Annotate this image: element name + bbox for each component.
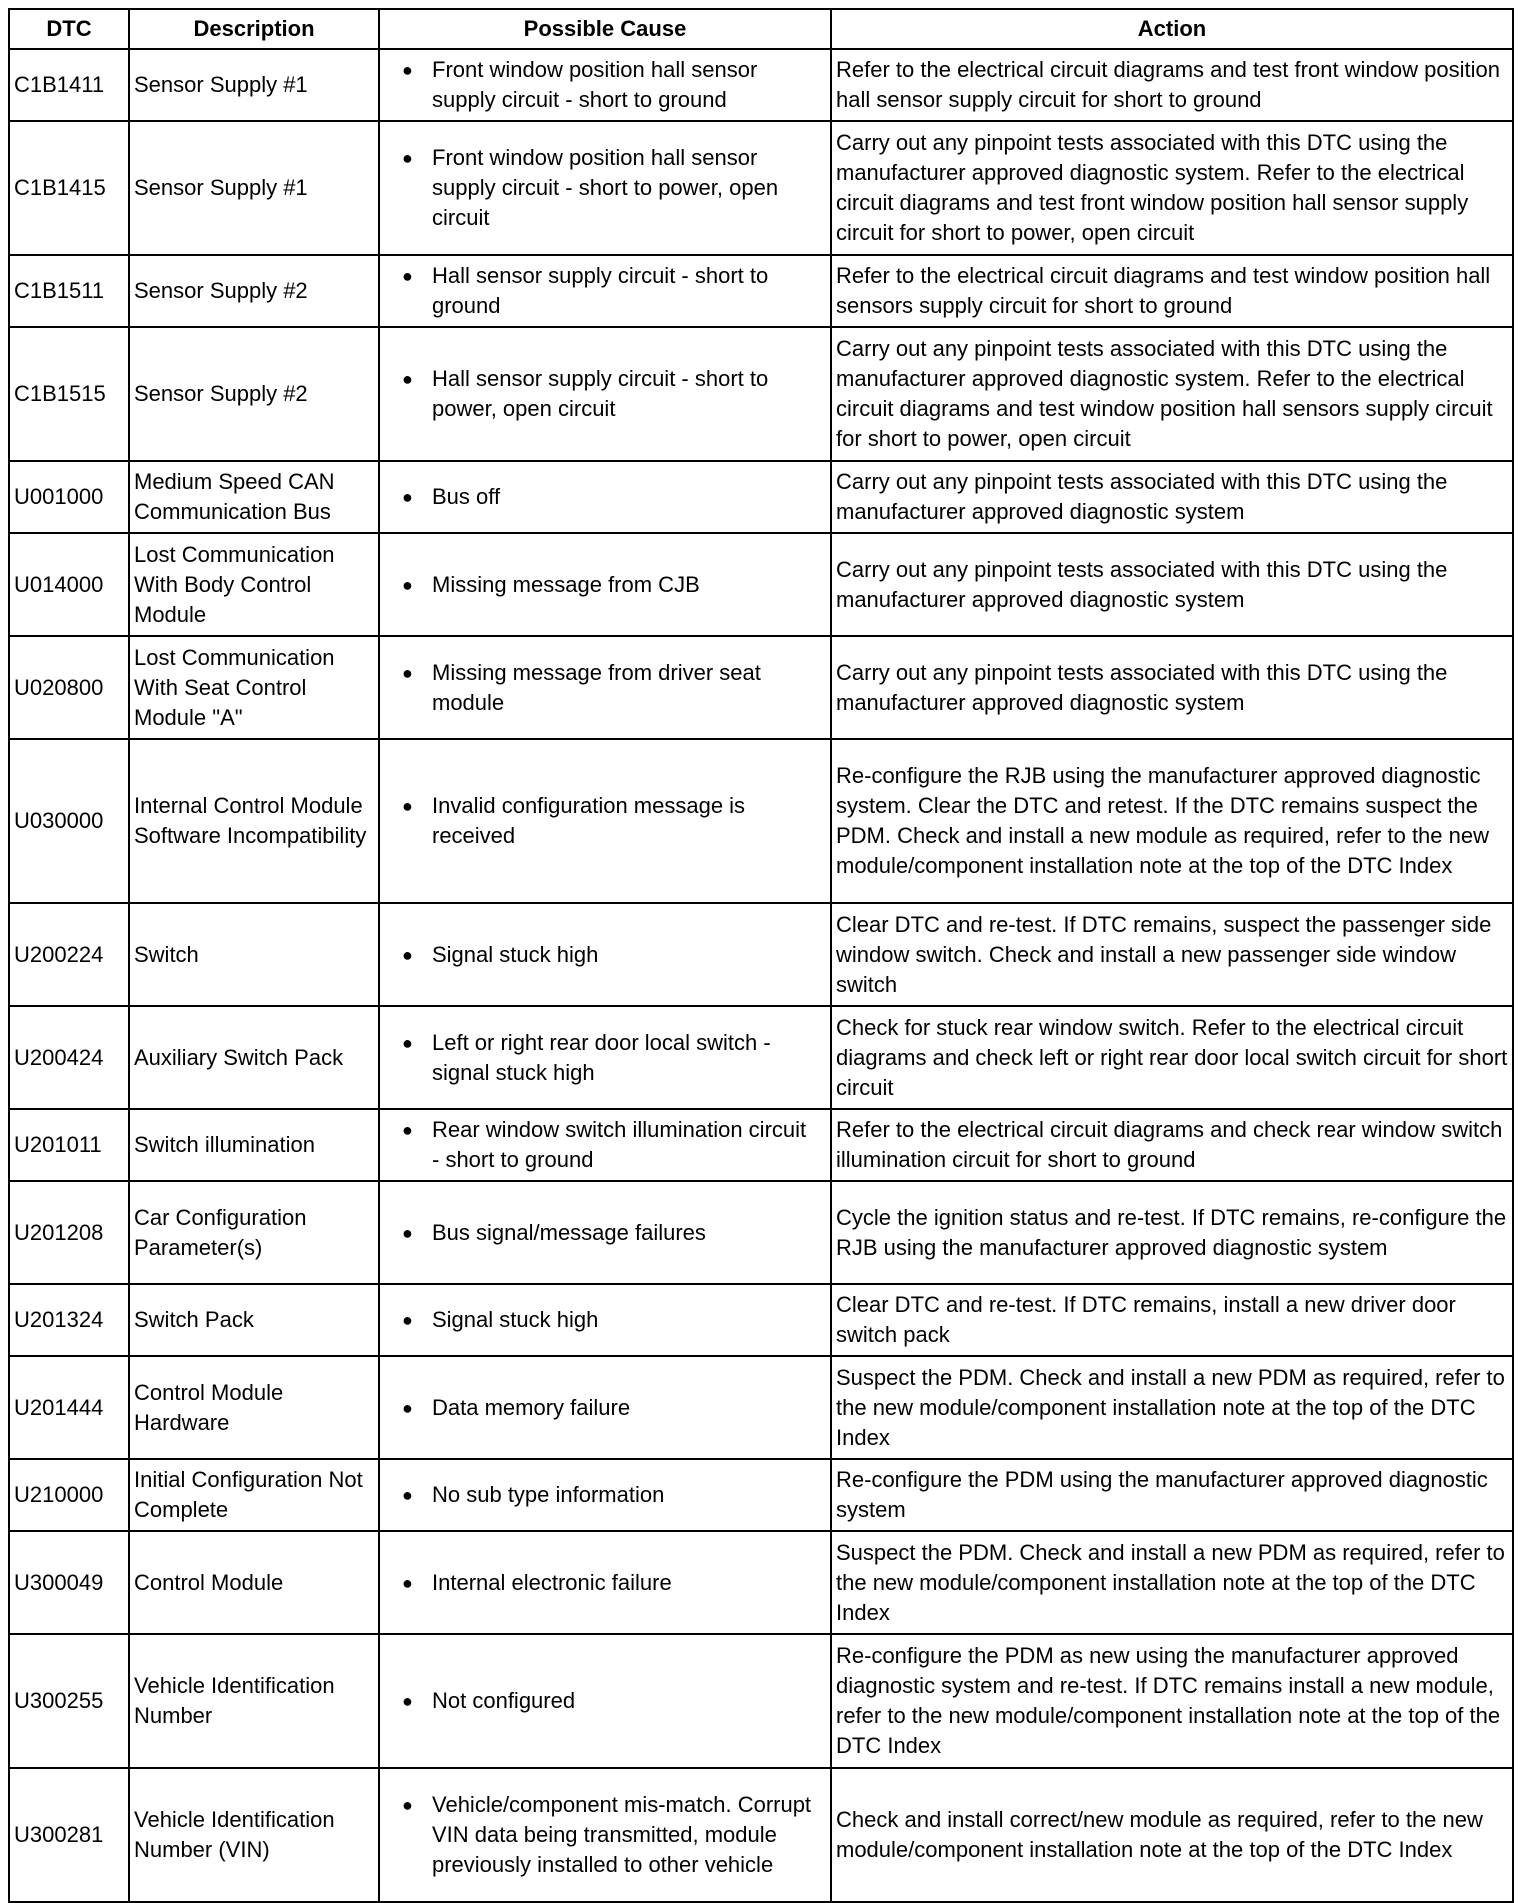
table-row	[9, 1006, 1513, 1109]
possible-cause	[379, 1284, 831, 1356]
bullet-icon: ●	[402, 1691, 413, 1711]
possible-cause-text: Missing message from CJB	[432, 571, 700, 597]
dtc-code: U300049	[9, 1531, 129, 1634]
dtc-description: Car Configuration Parameter(s)	[129, 1181, 379, 1284]
dtc-description: Control Module Hardware	[129, 1356, 379, 1459]
bullet-icon: ●	[402, 487, 413, 507]
dtc-code: U030000	[9, 739, 129, 903]
bullet-icon: ●	[402, 1397, 413, 1418]
dtc-description: Vehicle Identification Number (VIN)	[129, 1768, 379, 1902]
possible-cause-text: Hall sensor supply circuit - short to ground	[432, 263, 769, 318]
possible-cause	[379, 1459, 831, 1531]
bullet-icon: ●	[402, 60, 413, 80]
dtc-description: Switch	[129, 903, 379, 1006]
possible-cause	[379, 1531, 831, 1634]
table-row	[9, 636, 1513, 739]
bullet-icon: ●	[402, 1032, 413, 1053]
table-row	[9, 903, 1513, 1006]
action-text: Refer to the electrical circuit diagrams and test front window position hall sensor supply circuit for short to ground	[831, 49, 1513, 121]
possible-cause	[379, 1768, 831, 1902]
dtc-code: C1B1411	[9, 49, 129, 121]
possible-cause	[379, 49, 831, 121]
table-row	[9, 533, 1513, 636]
action-text: Clear DTC and re-test. If DTC remains, suspect the passenger side window switch. Check and install a new passenger side window switch	[831, 903, 1513, 1006]
action-text: Suspect the PDM. Check and install a new PDM as required, refer to the new module/component installation note at the top of the DTC Index	[831, 1531, 1513, 1634]
possible-cause-text: Hall sensor supply circuit - short to power, open circuit	[432, 366, 769, 421]
possible-cause	[379, 255, 831, 327]
table-row	[9, 461, 1513, 533]
dtc-code: U201208	[9, 1181, 129, 1284]
table-header	[9, 9, 1513, 49]
dtc-description: Medium Speed CAN Communication Bus	[129, 461, 379, 533]
bullet-icon: ●	[402, 662, 413, 683]
possible-cause	[379, 1634, 831, 1768]
table-row	[9, 121, 1513, 255]
dtc-table	[8, 8, 1514, 1903]
dtc-description: Switch illumination	[129, 1109, 379, 1181]
dtc-code: U300281	[9, 1768, 129, 1902]
table-row	[9, 49, 1513, 121]
bullet-icon: ●	[402, 148, 413, 168]
possible-cause	[379, 533, 831, 636]
action-text: Carry out any pinpoint tests associated with this DTC using the manufacturer approved diagnostic system. Refer to the electrical circuit diagrams and test window position hall sensors supply circuit for short to power, open circuit	[831, 327, 1513, 461]
dtc-code: U020800	[9, 636, 129, 739]
action-text: Re-configure the RJB using the manufacturer approved diagnostic system. Clear the DTC and retest. If the DTC remains suspect the PDM. Check and install a new module as required, refer to the new module/component installation note at the top of the DTC Index	[831, 739, 1513, 903]
bullet-icon: ●	[402, 1222, 413, 1243]
table-row	[9, 255, 1513, 327]
possible-cause-text: Front window position hall sensor supply circuit - short to ground	[432, 57, 758, 112]
table-row	[9, 1109, 1513, 1181]
possible-cause-text: Bus off	[432, 484, 501, 509]
bullet-icon: ●	[402, 266, 413, 286]
possible-cause	[379, 327, 831, 461]
action-text: Cycle the ignition status and re-test. If DTC remains, re-configure the RJB using the manufacturer approved diagnostic system	[831, 1181, 1513, 1284]
bullet-icon: ●	[402, 1795, 413, 1815]
possible-cause-text: Vehicle/component mis-match. Corrupt VIN data being transmitted, module previously installed to other vehicle	[432, 1792, 812, 1877]
dtc-code: U001000	[9, 461, 129, 533]
table-row	[9, 1181, 1513, 1284]
dtc-table-container	[8, 8, 1512, 1903]
possible-cause	[379, 121, 831, 255]
bullet-icon: ●	[402, 574, 413, 595]
action-text: Clear DTC and re-test. If DTC remains, install a new driver door switch pack	[831, 1284, 1513, 1356]
table-row	[9, 1356, 1513, 1459]
possible-cause	[379, 1109, 831, 1181]
dtc-description: Sensor Supply #1	[129, 121, 379, 255]
table-row	[9, 739, 1513, 903]
bullet-icon: ●	[402, 1485, 413, 1505]
possible-cause-text: Not configured	[432, 1688, 576, 1713]
action-text: Refer to the electrical circuit diagrams and test window position hall sensors supply circuit for short to ground	[831, 255, 1513, 327]
header-action: Action	[831, 9, 1513, 49]
table-row	[9, 1531, 1513, 1634]
dtc-code: U200224	[9, 903, 129, 1006]
action-text: Carry out any pinpoint tests associated with this DTC using the manufacturer approved diagnostic system	[831, 533, 1513, 636]
bullet-icon: ●	[402, 944, 413, 965]
possible-cause	[379, 1356, 831, 1459]
possible-cause-text: Left or right rear door local switch - signal stuck high	[432, 1029, 771, 1085]
table-row	[9, 1768, 1513, 1902]
dtc-description: Lost Communication With Body Control Module	[129, 533, 379, 636]
possible-cause-text: Missing message from driver seat module	[432, 659, 761, 715]
possible-cause-text: Signal stuck high	[432, 1307, 599, 1332]
action-text: Carry out any pinpoint tests associated with this DTC using the manufacturer approved diagnostic system. Refer to the electrical circuit diagrams and test front window position hall sensor supply circuit for short to power, open circuit	[831, 121, 1513, 255]
header-dtc: DTC	[9, 9, 129, 49]
bullet-icon: ●	[402, 1310, 413, 1330]
action-text: Carry out any pinpoint tests associated with this DTC using the manufacturer approved diagnostic system	[831, 636, 1513, 739]
bullet-icon: ●	[402, 1120, 413, 1140]
dtc-code: C1B1415	[9, 121, 129, 255]
header-description: Description	[129, 9, 379, 49]
dtc-description: Sensor Supply #2	[129, 255, 379, 327]
possible-cause-text: Rear window switch illumination circuit - short to ground	[432, 1117, 807, 1172]
possible-cause	[379, 1006, 831, 1109]
possible-cause	[379, 739, 831, 903]
table-body	[9, 49, 1513, 1902]
possible-cause	[379, 903, 831, 1006]
table-row	[9, 1459, 1513, 1531]
possible-cause	[379, 1181, 831, 1284]
possible-cause-text: Bus signal/message failures	[432, 1219, 706, 1245]
possible-cause	[379, 461, 831, 533]
dtc-description: Switch Pack	[129, 1284, 379, 1356]
dtc-code: U300255	[9, 1634, 129, 1768]
possible-cause-text: No sub type information	[432, 1482, 665, 1507]
possible-cause-text: Internal electronic failure	[432, 1569, 672, 1595]
action-text: Carry out any pinpoint tests associated with this DTC using the manufacturer approved diagnostic system	[831, 461, 1513, 533]
dtc-code: U014000	[9, 533, 129, 636]
action-text: Check and install correct/new module as required, refer to the new module/component installation note at the top of the DTC Index	[831, 1768, 1513, 1902]
possible-cause-text: Front window position hall sensor supply circuit - short to power, open circuit	[432, 145, 779, 230]
dtc-description: Sensor Supply #1	[129, 49, 379, 121]
dtc-description: Vehicle Identification Number	[129, 1634, 379, 1768]
action-text: Re-configure the PDM using the manufacturer approved diagnostic system	[831, 1459, 1513, 1531]
action-text: Suspect the PDM. Check and install a new PDM as required, refer to the new module/component installation note at the top of the DTC Index	[831, 1356, 1513, 1459]
dtc-description: Auxiliary Switch Pack	[129, 1006, 379, 1109]
dtc-description: Lost Communication With Seat Control Module "A"	[129, 636, 379, 739]
table-row	[9, 327, 1513, 461]
possible-cause-text: Data memory failure	[432, 1394, 631, 1420]
possible-cause	[379, 636, 831, 739]
header-row	[9, 9, 1513, 49]
dtc-description: Internal Control Module Software Incompatibility	[129, 739, 379, 903]
bullet-icon: ●	[402, 1572, 413, 1593]
dtc-code: U200424	[9, 1006, 129, 1109]
dtc-code: U201011	[9, 1109, 129, 1181]
dtc-description: Sensor Supply #2	[129, 327, 379, 461]
dtc-code: U210000	[9, 1459, 129, 1531]
table-row	[9, 1284, 1513, 1356]
dtc-code: C1B1515	[9, 327, 129, 461]
dtc-code: U201444	[9, 1356, 129, 1459]
dtc-code: U201324	[9, 1284, 129, 1356]
action-text: Refer to the electrical circuit diagrams and check rear window switch illumination circuit for short to ground	[831, 1109, 1513, 1181]
dtc-description: Initial Configuration Not Complete	[129, 1459, 379, 1531]
action-text: Re-configure the PDM as new using the manufacturer approved diagnostic system and re-test. If DTC remains install a new module, refer to the new module/component installation note at the top of the DTC Index	[831, 1634, 1513, 1768]
bullet-icon: ●	[402, 796, 413, 816]
bullet-icon: ●	[402, 369, 413, 389]
action-text: Check for stuck rear window switch. Refer to the electrical circuit diagrams and check left or right rear door local switch circuit for short circuit	[831, 1006, 1513, 1109]
header-possible-cause: Possible Cause	[379, 9, 831, 49]
possible-cause-text: Signal stuck high	[432, 941, 599, 967]
dtc-code: C1B1511	[9, 255, 129, 327]
table-row	[9, 1634, 1513, 1768]
possible-cause-text: Invalid configuration message is received	[432, 793, 746, 848]
dtc-description: Control Module	[129, 1531, 379, 1634]
